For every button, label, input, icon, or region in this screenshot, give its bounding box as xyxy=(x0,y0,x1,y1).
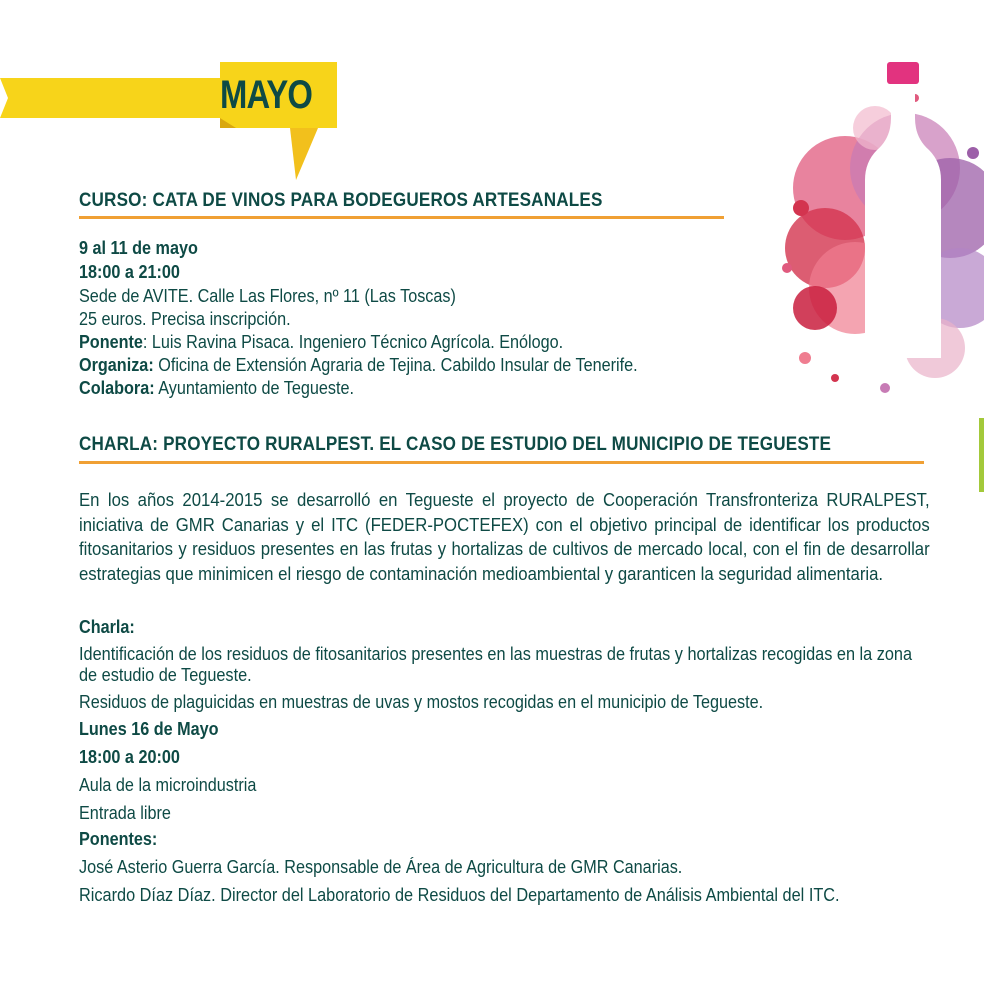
talk-time: 18:00 a 20:00 xyxy=(79,747,180,767)
course-speaker-value: : Luis Ravina Pisaca. Ingeniero Técnico Agrícola. Enólogo. xyxy=(142,332,564,352)
talk-intro: En los años 2014-2015 se desarrolló en Tegueste el proyecto de Cooperación Transfronteriza RURALPEST, iniciativa de GMR Canarias y el ITC (FEDER-POCTEFEX) con el objetivo principal de identificar los productos fitosanitarios y residuos presentes en las frutas y hortalizas de cultivos de mercado local, con el fin de desarrollar estrategias que minimicen el riesgo de contaminación medioambiental y garanticen la seguridad alimentaria. xyxy=(79,489,930,584)
talk-topic-2: Residuos de plaguicidas en muestras de uvas y mostos recogidas en el municipio de Tegueste. xyxy=(79,692,764,712)
course-time: 18:00 a 21:00 xyxy=(79,262,180,282)
wine-bottle-splash-icon xyxy=(765,58,984,418)
course-speaker-label: Ponente xyxy=(79,332,143,352)
talk-topic-1: Identificación de los residuos de fitosanitarios presentes en las muestras de frutas y hortalizas recogidas en la zona de estudio de Tegueste. xyxy=(79,644,913,685)
course-location: Sede de AVITE. Calle Las Flores, nº 11 (Las Toscas) xyxy=(79,286,456,306)
talk-location: Aula de la microindustria xyxy=(79,775,257,795)
course-dates: 9 al 11 de mayo xyxy=(79,238,198,258)
course-speaker xyxy=(79,332,563,353)
talk-entry: Entrada libre xyxy=(79,803,171,823)
course-collab-label: Colabora: xyxy=(79,378,155,398)
talk-charla-label: Charla: xyxy=(79,617,135,637)
talk-speaker-2: Ricardo Díaz Díaz. Director del Laboratorio de Residuos del Departamento de Análisis Ambiental del ITC. xyxy=(79,885,840,905)
talk-date: Lunes 16 de Mayo xyxy=(79,719,219,739)
talk-heading: CHARLA: PROYECTO RURALPEST. EL CASO DE ESTUDIO DEL MUNICIPIO DE TEGUESTE xyxy=(79,434,832,455)
talk-speakers-label: Ponentes: xyxy=(79,829,158,849)
course-organizer-label: Organiza: xyxy=(79,355,154,375)
course-collaborator xyxy=(79,378,354,399)
course-organizer-value: Oficina de Extensión Agraria de Tejina. Cabildo Insular de Tenerife. xyxy=(153,355,638,375)
course-organizer xyxy=(79,355,638,376)
talk-speaker-1: José Asterio Guerra García. Responsable de Área de Agricultura de GMR Canarias. xyxy=(79,857,683,877)
talk-heading-rule xyxy=(79,461,924,464)
side-accent-bar xyxy=(979,418,984,492)
course-price: 25 euros. Precisa inscripción. xyxy=(79,309,291,329)
month-title: MAYO xyxy=(220,73,313,117)
course-heading: CURSO: CATA DE VINOS PARA BODEGUEROS ARTESANALES xyxy=(79,190,603,211)
course-collab-value: Ayuntamiento de Tegueste. xyxy=(154,378,354,398)
course-heading-rule xyxy=(79,216,724,219)
